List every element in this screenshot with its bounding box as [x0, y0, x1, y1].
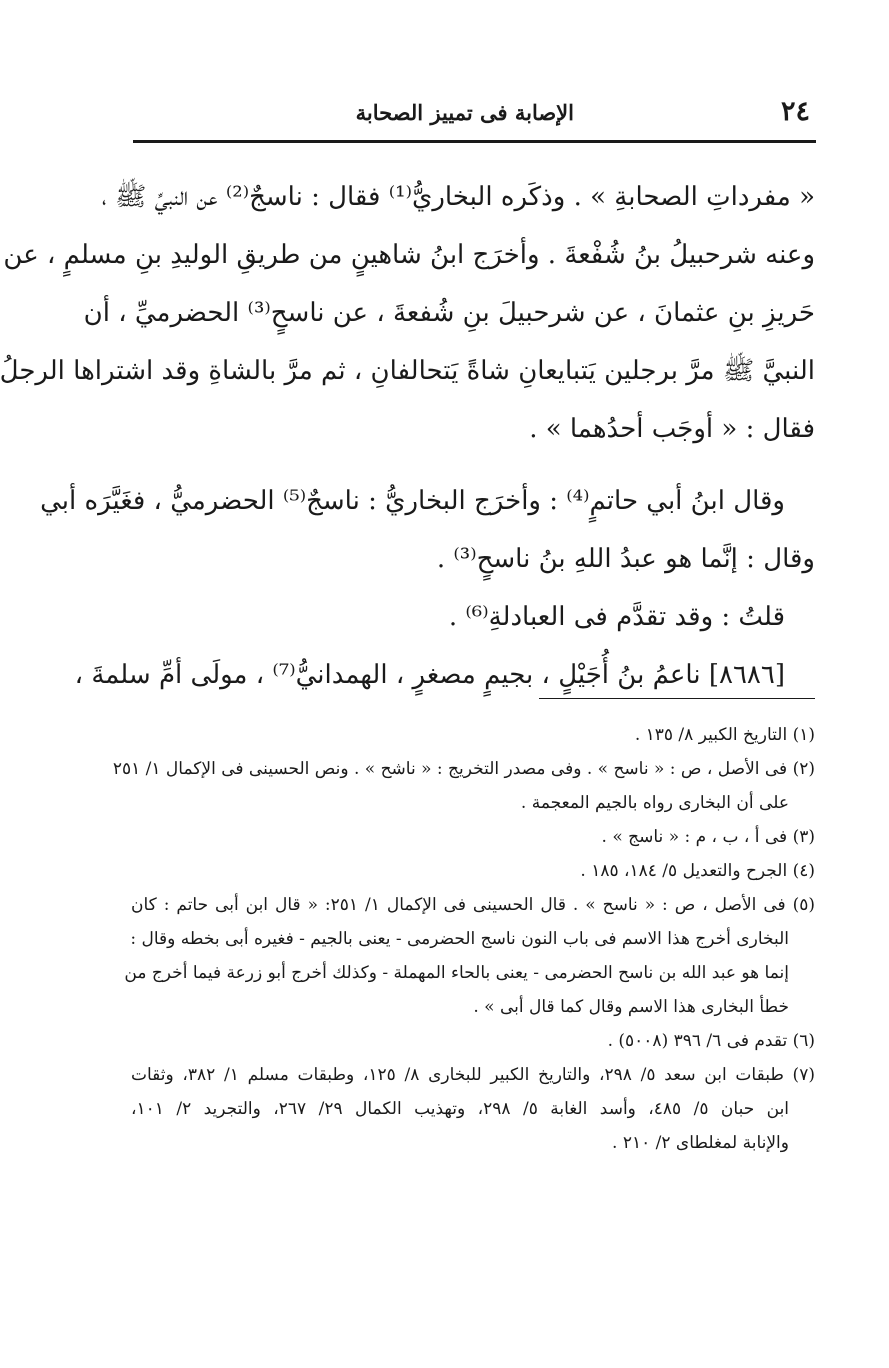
text-line: وقال : إنَّما هو عبدُ اللهِ بنُ ناسحٍ⁽³⁾ .: [436, 544, 815, 574]
footnote-line: إنما هو عبد الله بن ناسح الحضرمى - يعنى بالحاء المهملة - وكذلك أخرج أبو زرعة فيما أخرج من: [124, 963, 789, 983]
text-line: حَريزِ بنِ عثمانَ ، عن شرحبيلَ بنِ شُفعةَ ، عن ناسحٍ⁽³⁾ الحضرميِّ ، أن: [83, 298, 815, 328]
text-line: وعنه شرحبيلُ بنُ شُفْعةَ . وأخرَج ابنُ شاهينٍ من طريقِ الوليدِ بنِ مسلمٍ ، عن: [3, 240, 815, 270]
footnote-line: (٢) فى الأصل ، ص : « ناسح » . وفى مصدر التخريج : « ناشح » . ونص الحسينى فى الإكمال ١/ ٢٥١: [112, 759, 815, 779]
footnote-line: (٣) فى أ ، ب ، م : « ناسج » .: [601, 827, 815, 847]
footnote-line: البخارى أخرج هذا الاسم فى باب النون ناسج الحضرمى - يعنى بالجيم - فغيره أبى بخطه وقال :: [130, 929, 789, 949]
footnote-line: (٦) تقدم فى ٦/ ٣٩٦ (٥٠٠٨) .: [607, 1031, 815, 1051]
footnote-line: (٤) الجرح والتعديل ٥/ ١٨٤، ١٨٥ .: [580, 861, 815, 881]
footnote-rule: [539, 698, 815, 699]
footnote-line: (٥) فى الأصل ، ص : « ناسح » . قال الحسينى فى الإكمال ١/ ٢٥١: « قال ابن أبى حاتم : كان: [131, 895, 815, 915]
footnotes: [112, 718, 815, 1160]
footnote-line: والإنابة لمغلطاى ٢/ ٢١٠ .: [612, 1133, 789, 1153]
paragraph-gap: [131, 458, 815, 472]
main-text: [0, 168, 815, 704]
header-rule: [133, 140, 816, 143]
entry-heading-line: [٨٦٨٦] ناعمُ بنُ أُجَيْلٍ ، بجيمٍ مصغرٍ ، الهمدانيُّ⁽⁷⁾ ، مولَى أمِّ سلمةَ ،: [74, 660, 785, 690]
text-line: فقال : « أوجَب أحدُهما » .: [529, 414, 815, 444]
text-line: النبيَّ ﷺ مرَّ برجلين يَتبايعانِ شاةً يَتحالفانِ ، ثم مرَّ بالشاةِ وقد اشتراها الرجلُ: [0, 356, 815, 386]
running-title: الإصابة فى تمييز الصحابة: [355, 100, 574, 125]
footnote-line: على أن البخارى رواه بالجيم المعجمة .: [520, 793, 789, 813]
text-line: وقال ابنُ أبي حاتمٍ⁽⁴⁾ : وأخرَج البخاريُّ : ناسجٌ⁽⁵⁾ الحضرميُّ ، فغَيَّرَه أبي: [40, 486, 785, 516]
footnote-line: خطأ البخارى هذا الاسم وقال كما قال أبى » .: [473, 997, 789, 1017]
text-line: قلتُ : وقد تقدَّم فى العبادلةِ⁽⁶⁾ .: [448, 602, 785, 632]
footnote-line: (١) التاريخ الكبير ٨/ ١٣٥ .: [634, 725, 815, 745]
page-number: ٢٤: [780, 96, 810, 127]
text-line: « مفرداتِ الصحابةِ » . وذكَره البخاريُّ⁽¹⁾ فقال : ناسجٌ⁽²⁾ عن النبيِّ ﷺ ،: [101, 182, 815, 212]
footnote-line: (٧) طبقات ابن سعد ٥/ ٢٩٨، والتاريخ الكبير للبخارى ٨/ ١٢٥، وطبقات مسلم ١/ ٣٨٢، وثقات: [131, 1065, 815, 1085]
footnote-line: ابن حبان ٥/ ٤٨٥، وأسد الغابة ٥/ ٢٩٨، وتهذيب الكمال ٢٩/ ٢٦٧، والتجريد ٢/ ١٠١،: [131, 1099, 790, 1119]
page-header: [133, 92, 816, 136]
